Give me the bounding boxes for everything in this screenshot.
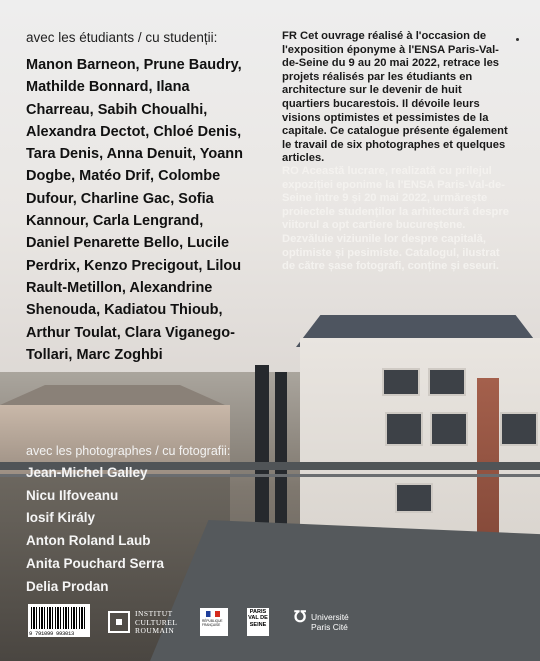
icr-icon [108,611,130,633]
students-list [26,54,276,366]
decorative-dot [516,38,519,41]
institut-culturel-roumain-logo [108,609,188,639]
barcode-bars [31,607,87,629]
photographer-name: Delia Prodan [26,578,109,594]
building-window [385,412,423,446]
pvs-line: PARIS [249,609,267,615]
student-line: Mathilde Bonnard, Ilana [26,79,190,96]
french-text: Cet ouvrage réalisé à l'occasion de l'exposition éponyme à l'ENSA Paris-Val-de-Seine du 9 au 20 mai 2022, retrace les projets réalisés par les étudiants en architecture sur le devenir de huit quartiers bucarestois. Il dévoile leurs visions optimistes et pessimistes de la capitale. Ce catalogue présente également le travail de six photographes et quelques articles. [282,30,508,165]
upc-line: Paris Cité [311,622,348,632]
paris-val-de-seine-logo [247,608,269,636]
universite-paris-cite-logo [311,612,349,632]
language-code-fr: FR [282,30,297,42]
universite-paris-cite-icon: ℧ [294,609,307,626]
isbn-barcode [28,604,90,637]
student-line: Daniel Penarette Bello, Lucile [26,235,230,252]
republique-text: RÉPUBLIQUE FRANÇAISE [202,619,223,627]
language-code-ro: RO [282,165,299,177]
student-line: Rault-Metillon, Alexandrine [26,279,213,296]
student-line: Perdrix, Kenzo Precigout, Lilou [26,257,242,274]
student-line: Tara Denis, Anna Denuit, Yoann [26,146,243,163]
student-line: Alexandra Dectot, Chloé Denis, [26,123,242,140]
photographer-name: Anita Pouchard Serra [26,555,165,571]
student-line: Kannour, Carla Lengrand, [26,213,204,230]
student-line: Manon Barneon, Prune Baudry, [26,57,242,73]
photographers-heading: avec les photographes / cu fotografii: [26,444,231,458]
icr-line: ROUMAIN [135,626,175,635]
building-window [500,412,538,446]
photographer-name: Iosif Király [26,510,96,526]
photographer-name: Jean-Michel Galley [26,465,148,480]
building-window [382,368,420,396]
pvs-line: SEINE [249,621,267,628]
photographer-name: Anton Roland Laub [26,533,151,549]
french-flag-icon [206,611,220,617]
icr-line: CULTUREL [135,617,178,627]
barcode-number: 9 791099 993013 [29,630,75,637]
rooftop-terrace [150,520,540,661]
french-description [282,30,510,166]
students-heading: avec les étudiants / cu studenții: [26,30,218,45]
student-line: Arthur Toulat, Clara Viganego- [26,324,235,341]
building-window [395,483,433,513]
student-line: Dogbe, Matéo Drif, Colombe [26,168,221,185]
photographers-list [26,462,164,598]
building-window [430,412,468,446]
republique-francaise-logo [200,608,228,636]
romanian-description [282,165,510,274]
student-line: Shenouda, Kadiatou Thioub, [26,302,223,319]
photographer-name: Nicu Ilfoveanu [26,487,119,503]
romanian-text: Această lucrare, realizată cu prilejul expoziției eponime la l'ENSA Paris-Val-de-Seine între 9 și 20 mai 2022, urmărește proiectele studenților la arhitectură despre viitorul a opt cartiere bucureștene. Dezvăluie viziunile lor despre capitală, optimiste și pesimiste. Catalogul, ilustrat de către șase fotografi, conține și eseuri. [282,165,509,273]
student-line: Tollari, Marc Zoghbi [26,346,163,363]
icr-line: INSTITUT [135,609,173,618]
student-line: Charreau, Sabih Choualhi, [26,101,208,118]
student-line: Dufour, Charline Gac, Sofia [26,190,214,207]
pvs-line: VAL DE [248,615,268,622]
building-window [428,368,466,396]
upc-line: Université [311,612,349,622]
